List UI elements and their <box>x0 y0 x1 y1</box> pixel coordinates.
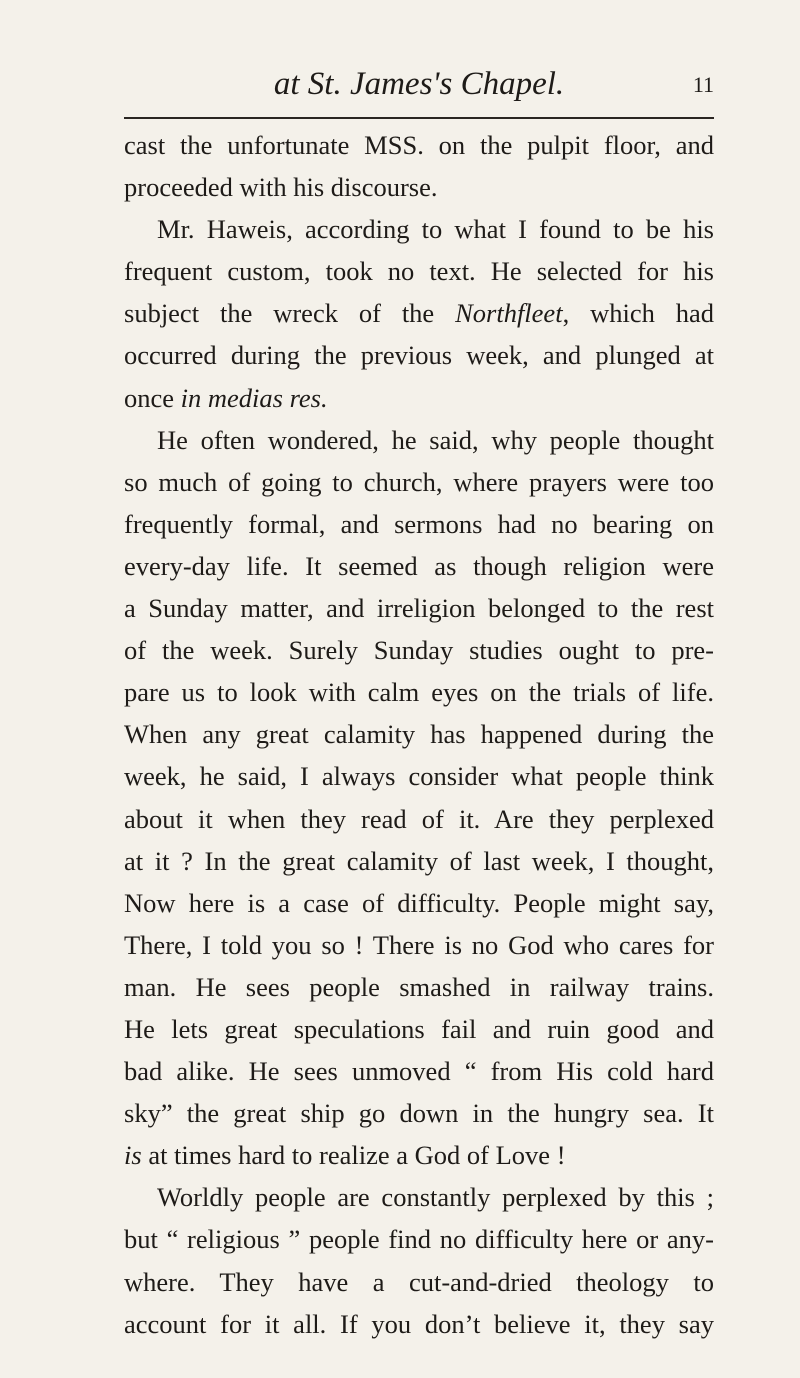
text-run: pare us to look with calm eyes on the trials of life. <box>124 677 714 708</box>
body-text <box>124 124 714 1345</box>
text-run: occurred during the previous week, and plunged at <box>124 340 714 371</box>
text-line <box>124 1050 714 1092</box>
text-run: cast the unfortunate MSS. on the pulpit floor, and <box>124 130 714 160</box>
text-line <box>124 882 714 924</box>
text-run: where. They have a cut-and-dried theology to <box>124 1266 714 1297</box>
text-line <box>124 208 714 250</box>
italic-text: is <box>124 1140 142 1171</box>
text-line <box>124 1134 714 1176</box>
text-line <box>124 1261 714 1303</box>
text-line <box>124 713 714 755</box>
text-line <box>124 755 714 797</box>
text-run: a Sunday matter, and irreligion belonged to the rest <box>124 593 714 624</box>
text-line <box>124 798 714 840</box>
text-run: , which had <box>562 298 714 329</box>
text-run: He lets great speculations fail and ruin good and <box>124 1013 714 1044</box>
text-line <box>124 587 714 629</box>
text-line <box>124 1092 714 1134</box>
text-line <box>124 461 714 503</box>
text-line <box>124 503 714 545</box>
text-line <box>124 1218 714 1260</box>
text-line <box>124 924 714 966</box>
text-run: once <box>124 382 181 413</box>
text-line <box>124 250 714 292</box>
text-line <box>124 629 714 671</box>
italic-text: Northfleet <box>455 298 563 329</box>
text-run: frequently formal, and sermons had no bearing on <box>124 508 714 539</box>
text-run: about it when they read of it. Are they perplexed <box>124 803 714 834</box>
text-run: There, I told you so ! There is no God who cares for <box>124 929 714 960</box>
text-line <box>124 840 714 882</box>
text-line <box>124 1303 714 1345</box>
italic-text: in medias res. <box>180 382 328 413</box>
running-head: at St. James's Chapel. <box>273 66 565 102</box>
text-run: bad alike. He sees unmoved “ from His cold hard <box>124 1056 714 1087</box>
text-line <box>124 377 714 419</box>
text-line <box>124 124 714 166</box>
text-line <box>124 1008 714 1050</box>
text-line <box>124 545 714 587</box>
text-run: of the week. Surely Sunday studies ought to pre- <box>124 635 714 666</box>
header-rule <box>124 117 714 119</box>
text-run: Mr. Haweis, according to what I found to be his <box>157 214 714 245</box>
text-run: He often wondered, he said, why people thought <box>157 424 714 455</box>
text-run: subject the wreck of the <box>124 298 456 329</box>
text-line <box>124 419 714 461</box>
text-run: at times hard to realize a God of Love ! <box>141 1140 566 1171</box>
text-run: Now here is a case of difficulty. People might say, <box>124 887 714 918</box>
text-run: proceeded with his discourse. <box>124 172 438 203</box>
text-run: Worldly people are constantly perplexed by this ; <box>157 1182 714 1213</box>
text-run: at it ? In the great calamity of last week, I thought, <box>124 845 714 876</box>
page-number: 11 <box>692 72 714 97</box>
text-line <box>124 166 714 208</box>
text-line <box>124 1176 714 1218</box>
text-run: man. He sees people smashed in railway trains. <box>124 971 714 1002</box>
text-line <box>124 334 714 376</box>
text-run: week, he said, I always consider what people think <box>124 761 714 792</box>
text-run: so much of going to church, where prayers were too <box>124 466 714 497</box>
text-run: When any great calamity has happened during the <box>124 719 714 750</box>
page-header <box>124 64 714 108</box>
text-line <box>124 292 714 334</box>
text-run: sky” the great ship go down in the hungry sea. It <box>124 1098 714 1129</box>
text-line <box>124 671 714 713</box>
text-line <box>124 966 714 1008</box>
text-run: but “ religious ” people find no difficulty here or any- <box>124 1224 714 1255</box>
text-run: frequent custom, took no text. He selected for his <box>124 256 714 287</box>
text-run: every-day life. It seemed as though religion were <box>124 550 714 581</box>
text-run: account for it all. If you don’t believe it, they say <box>124 1308 714 1339</box>
